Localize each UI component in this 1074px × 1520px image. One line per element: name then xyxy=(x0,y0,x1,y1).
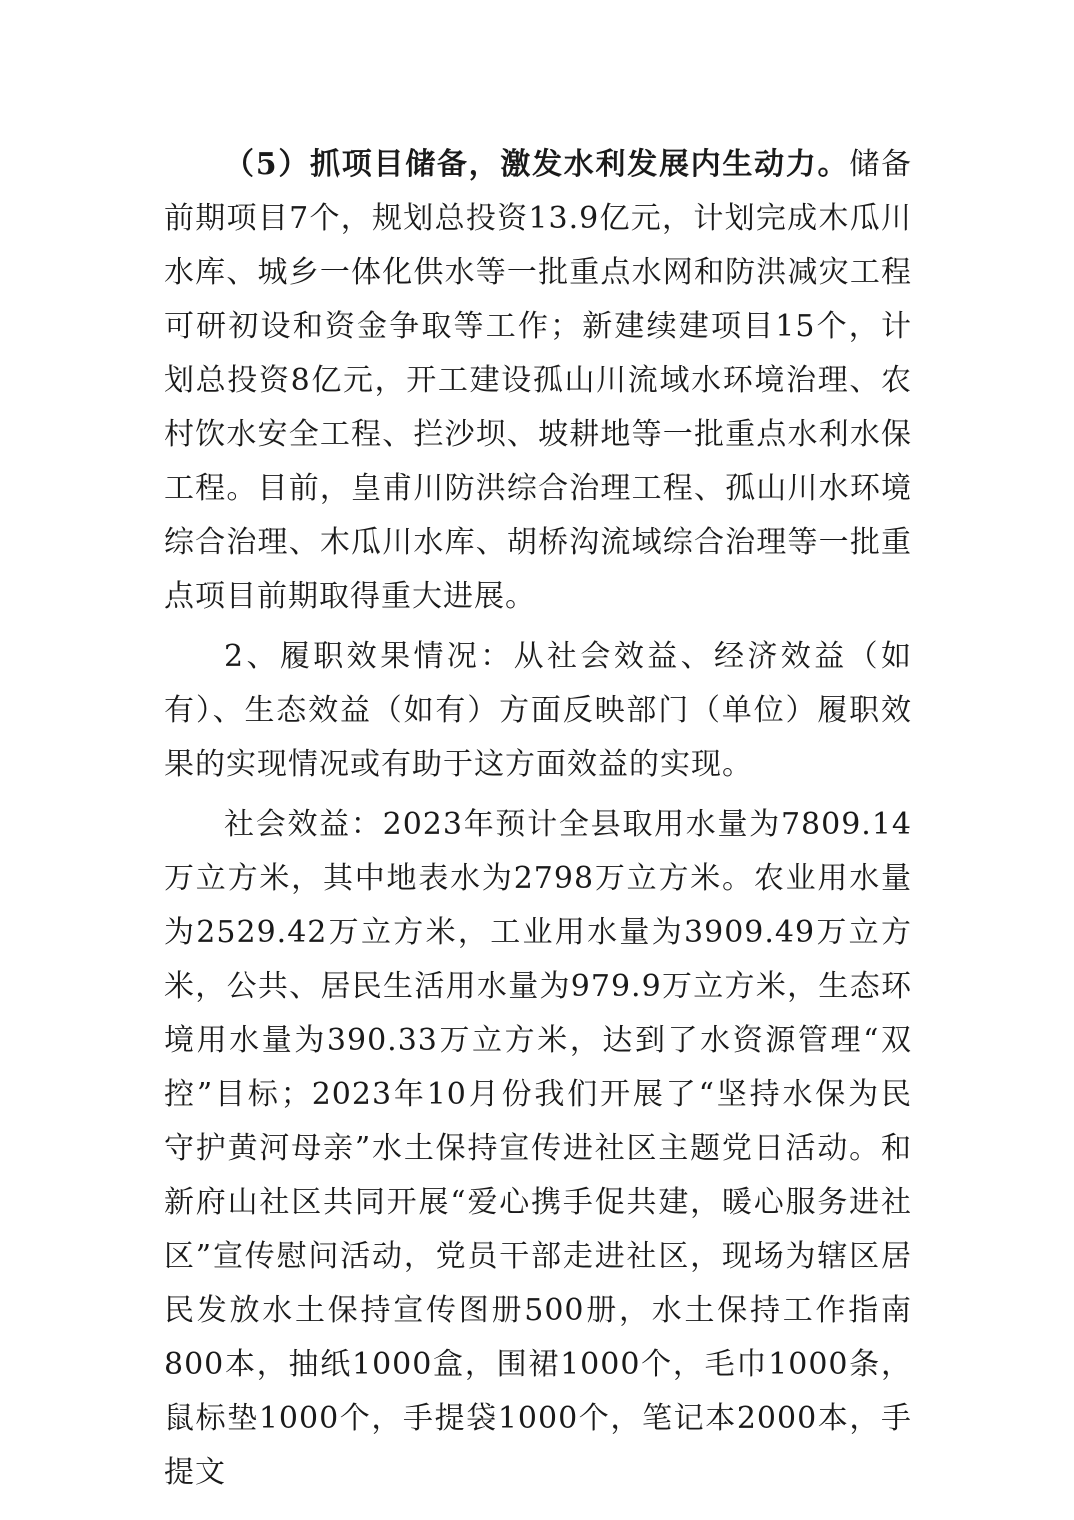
paragraph-text: 储备前期项目7个，规划总投资13.9亿元，计划完成木瓜川水库、城乡一体化供水等一批重点水网和防洪减灾工程可研初设和资金争取等工作；新建续建项目15个，计划总投资8亿元，开工建设孤山川流域水环境治理、农村饮水安全工程、拦沙坝、坡耕地等一批重点水利水保工程。目前，皇甫川防洪综合治理工程、孤山川水环境综合治理、木瓜川水库、胡桥沟流域综合治理等一批重点项目前期取得重大进展。 xyxy=(164,147,913,614)
paragraph-text: 社会效益：2023年预计全县取用水量为7809.14万立方米，其中地表水为2798万立方米。农业用水量为2529.42万立方米，工业用水量为3909.49万立方米，公共、居民生活用水量为979.9万立方米，生态环境用水量为390.33万立方米，达到了水资源管理“双控”目标；2023年10月份我们开展了“坚持水保为民 守护黄河母亲”水土保持宣传进社区主题党日活动。和新府山社区共同开展“爱心携手促共建，暖心服务进社区”宣传慰问活动，党员干部走进社区，现场为辖区居民发放水土保持宣传图册500册，水土保持工作指南800本，抽纸1000盒，围裙1000个，毛巾1000条，鼠标垫1000个，手提袋1000个，笔记本2000本，手提文 xyxy=(164,807,943,1490)
body-text xyxy=(164,138,943,1500)
paragraph-performance-effect xyxy=(164,630,912,792)
paragraph-project-reserve xyxy=(164,138,912,624)
paragraph-heading: （5）抓项目储备，激发水利发展内生动力。 xyxy=(224,147,850,182)
paragraph-text: 2、履职效果情况：从社会效益、经济效益（如有）、生态效益（如有）方面反映部门（单位）履职效果的实现情况或有助于这方面效益的实现。 xyxy=(164,639,912,782)
paragraph-social-benefit xyxy=(164,798,943,1500)
